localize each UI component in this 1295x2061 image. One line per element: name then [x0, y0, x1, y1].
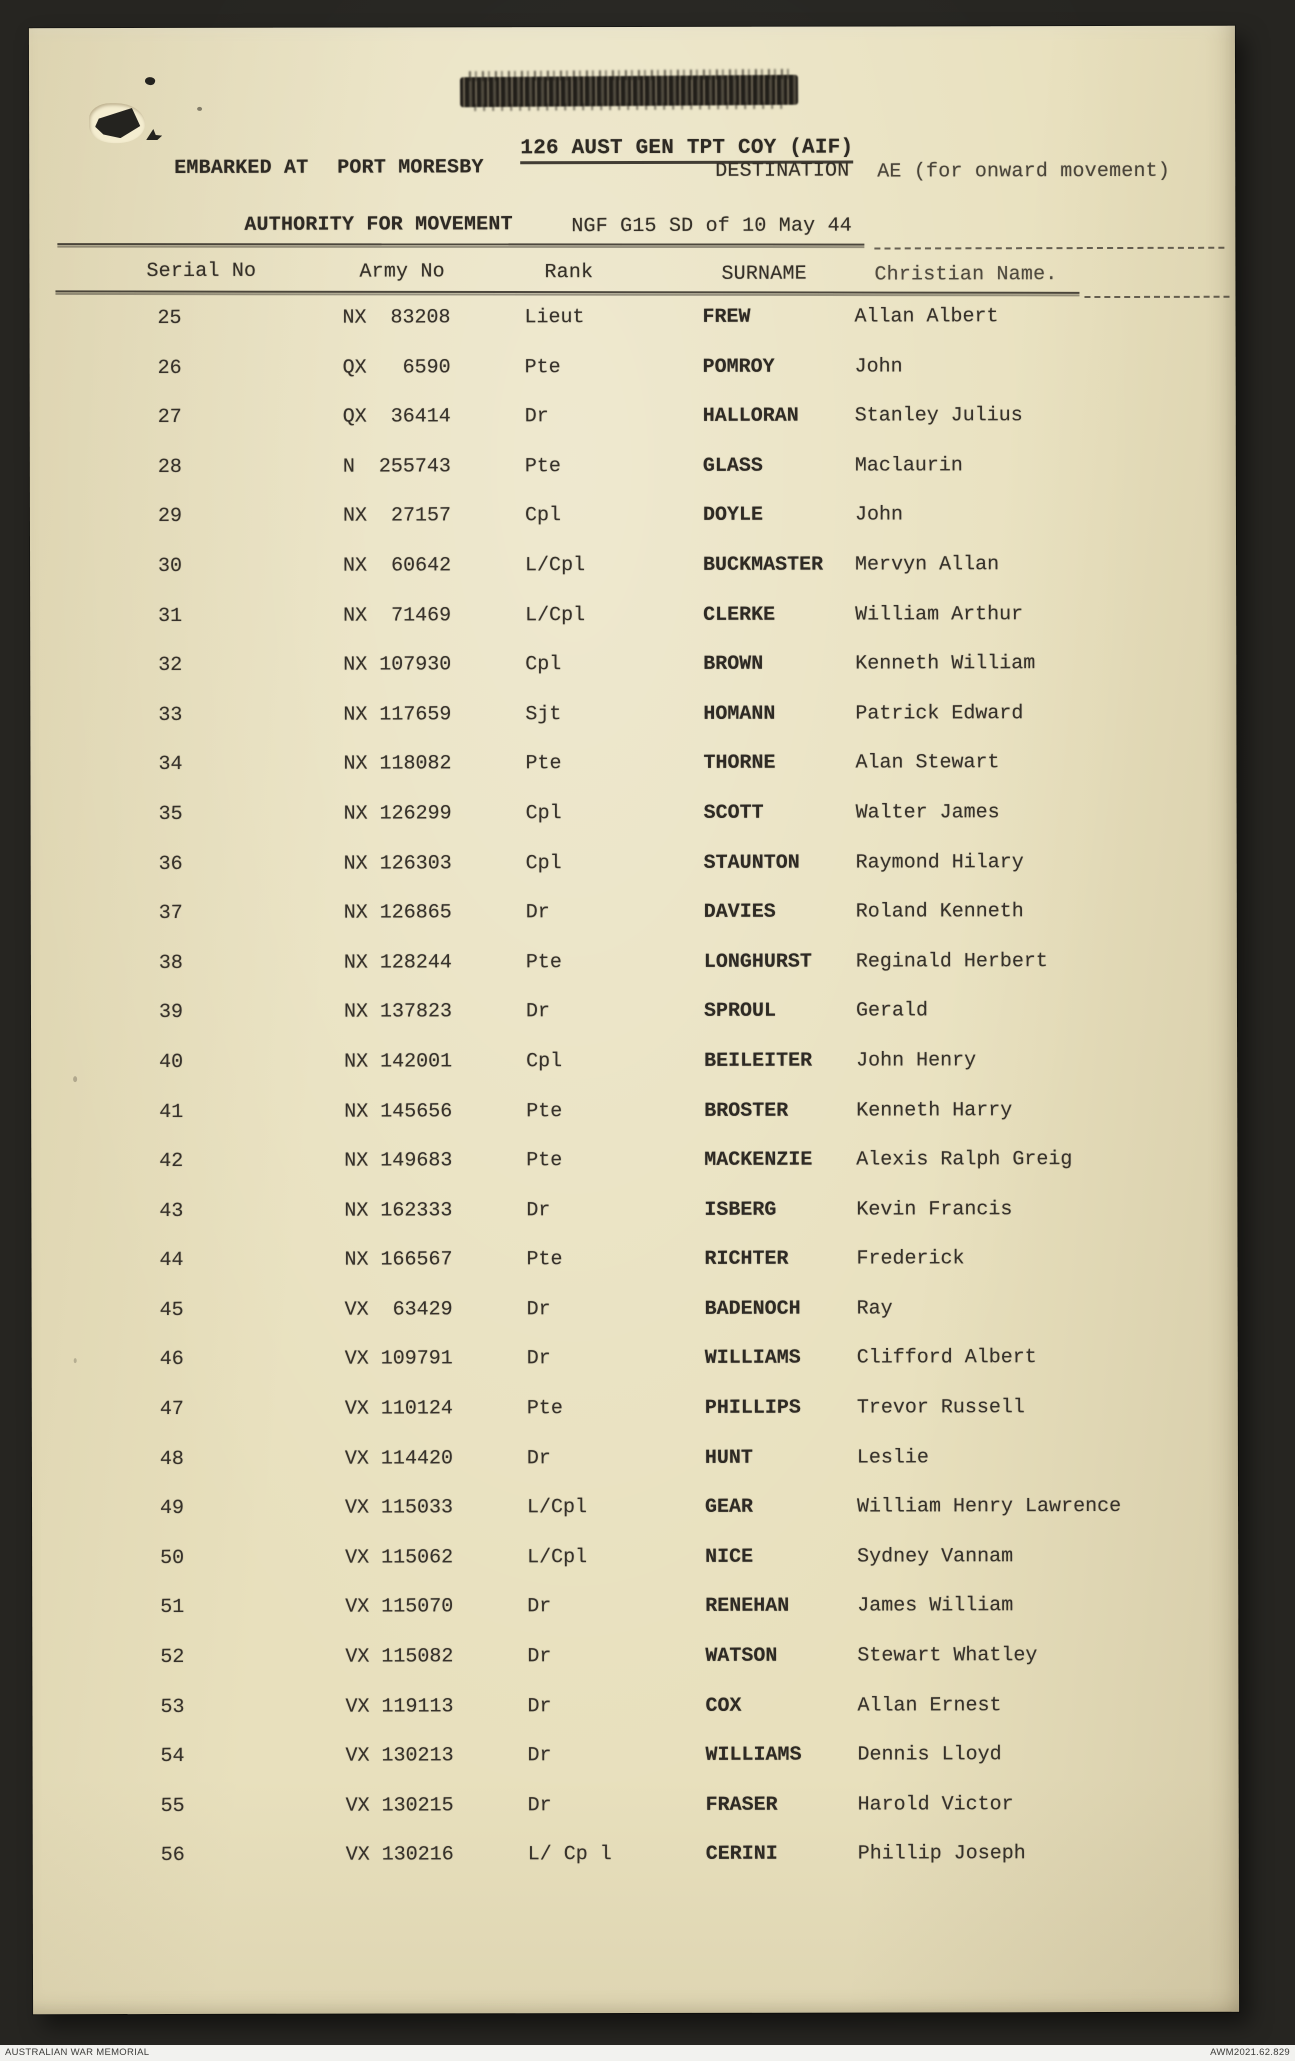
serial-no-cell: 42 — [159, 1150, 184, 1174]
rank-cell: Pte — [526, 1397, 563, 1421]
rank-cell: Pte — [525, 950, 562, 974]
table-row — [32, 1445, 1238, 1497]
surname-cell: BEILEITER — [704, 1049, 813, 1073]
army-no-cell: NX 149683 — [344, 1149, 453, 1173]
surname-cell: FRASER — [705, 1793, 778, 1817]
christian-name-cell: Kenneth William — [855, 652, 1036, 676]
army-no-cell: NX 83208 — [342, 306, 451, 330]
serial-no-cell: 32 — [158, 654, 183, 678]
serial-no-cell: 27 — [157, 406, 182, 430]
col-header-serial: Serial No — [146, 259, 257, 284]
christian-name-cell: Walter James — [855, 801, 1000, 825]
rank-cell: Dr — [527, 1694, 552, 1718]
army-no-cell: NX 126865 — [343, 901, 452, 925]
rank-cell: Dr — [527, 1744, 552, 1768]
destination-label: DESTINATION — [715, 159, 850, 183]
christian-name-cell: Sydney Vannam — [857, 1545, 1014, 1569]
army-no-cell: VX 115070 — [345, 1595, 454, 1620]
serial-no-cell: 28 — [157, 455, 182, 479]
surname-cell: BROSTER — [704, 1099, 789, 1123]
rank-cell: L/Cpl — [525, 554, 586, 578]
christian-name-cell: Raymond Hilary — [855, 850, 1024, 875]
authority-underline-dashes — [874, 247, 1224, 250]
army-no-cell: VX 115062 — [345, 1546, 454, 1570]
serial-no-cell: 38 — [158, 951, 183, 975]
surname-cell: ISBERG — [704, 1198, 777, 1222]
surname-cell: BUCKMASTER — [703, 553, 824, 577]
table-row — [30, 404, 1236, 456]
table-row — [32, 1346, 1238, 1398]
surname-cell: WATSON — [705, 1644, 778, 1668]
christian-name-cell: Allan Albert — [854, 305, 999, 329]
table-row — [32, 1693, 1238, 1745]
table-row — [32, 1396, 1238, 1448]
christian-name-cell: Kenneth Harry — [856, 1098, 1013, 1123]
rank-cell: Dr — [527, 1793, 552, 1818]
authority-underline — [57, 243, 864, 245]
surname-cell: HOMANN — [703, 702, 776, 726]
rank-cell: Dr — [526, 1347, 551, 1371]
serial-no-cell: 35 — [158, 802, 183, 826]
table-row — [32, 1594, 1238, 1646]
serial-no-cell: 41 — [159, 1100, 184, 1124]
table-row — [31, 1197, 1237, 1249]
christian-name-cell: Reginald Herbert — [855, 949, 1048, 974]
surname-cell: GEAR — [704, 1496, 754, 1520]
rank-cell: L/Cpl — [527, 1545, 588, 1570]
table-row — [30, 701, 1236, 753]
rank-cell: Pte — [526, 1149, 563, 1173]
army-no-cell: NX 71469 — [343, 603, 452, 628]
christian-name-cell: Patrick Edward — [855, 701, 1024, 726]
table-row — [31, 999, 1237, 1051]
surname-cell: STAUNTON — [703, 851, 800, 875]
surname-cell: GLASS — [702, 454, 763, 478]
surname-cell: NICE — [705, 1545, 754, 1569]
serial-no-cell: 46 — [159, 1348, 184, 1372]
rank-cell: Dr — [525, 901, 550, 925]
page-title: 126 AUST GEN TPT COY (AIF) — [469, 113, 814, 186]
col-header-christian: Christian Name. — [874, 263, 1058, 287]
archive-footer — [0, 2045, 1295, 2061]
serial-no-cell: 39 — [158, 1001, 184, 1025]
serial-no-cell: 52 — [160, 1645, 185, 1670]
table-row — [30, 305, 1236, 357]
surname-cell: RICHTER — [704, 1247, 789, 1272]
surname-cell: SCOTT — [703, 801, 764, 825]
rank-cell: Cpl — [525, 802, 562, 826]
surname-cell: THORNE — [703, 752, 776, 776]
rank-cell: Dr — [526, 1198, 551, 1222]
table-row — [31, 850, 1237, 902]
serial-no-cell: 34 — [158, 753, 183, 777]
authority-value: NGF G15 SD of 10 May 44 — [571, 214, 853, 239]
surname-cell: DAVIES — [703, 900, 776, 924]
table-row — [30, 751, 1236, 803]
army-no-cell: NX 27157 — [342, 504, 451, 528]
rank-cell: Lieut — [524, 306, 585, 330]
table-row — [30, 652, 1236, 704]
header-underline-dashes — [1084, 296, 1229, 298]
army-no-cell: NX 60642 — [343, 554, 452, 578]
paper-hole-small — [144, 76, 156, 87]
rank-cell: L/Cpl — [526, 1496, 588, 1520]
surname-cell: SPROUL — [703, 1000, 777, 1024]
christian-name-cell: Frederick — [856, 1247, 965, 1271]
serial-no-cell: 50 — [160, 1546, 185, 1570]
surname-cell: RENEHAN — [705, 1595, 790, 1619]
christian-name-cell: Maclaurin — [854, 454, 963, 478]
table-row — [30, 553, 1236, 605]
surname-cell: BADENOCH — [704, 1297, 801, 1321]
army-no-cell: VX 115082 — [345, 1645, 454, 1669]
serial-no-cell: 30 — [158, 554, 183, 578]
surname-cell: HUNT — [704, 1446, 753, 1470]
serial-no-cell: 40 — [159, 1050, 184, 1074]
christian-name-cell: Harold Victor — [857, 1793, 1014, 1817]
serial-no-cell: 43 — [159, 1199, 184, 1223]
army-no-cell: VX 110124 — [344, 1397, 453, 1421]
ink-speck — [197, 107, 202, 111]
army-no-cell: VX 119113 — [345, 1695, 454, 1719]
christian-name-cell: Kevin Francis — [856, 1197, 1013, 1222]
christian-name-cell: Leslie — [856, 1446, 929, 1470]
army-no-cell: VX 114420 — [344, 1447, 453, 1471]
surname-cell: POMROY — [702, 355, 775, 379]
rank-cell: Dr — [526, 1446, 551, 1470]
table-row — [31, 1148, 1237, 1200]
serial-no-cell: 33 — [158, 703, 183, 727]
army-no-cell: NX 166567 — [344, 1248, 453, 1272]
army-no-cell: VX 130213 — [345, 1744, 454, 1768]
table-row — [31, 1247, 1237, 1299]
army-no-cell: NX 128244 — [343, 951, 452, 975]
christian-name-cell: Trevor Russell — [856, 1396, 1025, 1420]
col-header-surname: SURNAME — [721, 262, 807, 286]
embarked-at-label: EMBARKED AT — [174, 156, 309, 180]
table-row — [31, 1098, 1237, 1150]
table-row — [32, 1297, 1238, 1349]
col-header-army: Army No — [359, 260, 445, 284]
col-header-rank: Rank — [544, 261, 594, 285]
army-no-cell: NX 126303 — [343, 851, 452, 876]
serial-no-cell: 37 — [158, 902, 183, 926]
army-no-cell: QX 6590 — [342, 355, 451, 380]
army-no-cell: NX 107930 — [343, 653, 452, 677]
table-row — [32, 1495, 1238, 1547]
army-no-cell: NX 117659 — [343, 703, 452, 727]
surname-cell: LONGHURST — [703, 950, 812, 974]
destination-value: AE (for onward movement) — [877, 159, 1171, 184]
serial-no-cell: 45 — [159, 1298, 184, 1322]
surname-cell: WILLIAMS — [704, 1347, 801, 1371]
serial-no-cell: 29 — [157, 505, 182, 529]
rank-cell: Pte — [524, 454, 561, 479]
christian-name-cell: John — [854, 355, 903, 379]
rank-cell: Pte — [525, 752, 562, 776]
surname-cell: FREW — [702, 305, 751, 329]
surname-cell: DOYLE — [702, 504, 763, 528]
serial-no-cell: 51 — [160, 1596, 185, 1620]
christian-name-cell: William Arthur — [855, 602, 1024, 627]
rank-cell: Pte — [526, 1248, 563, 1272]
serial-no-cell: 55 — [160, 1794, 185, 1818]
christian-name-cell: Alexis Ralph Greig — [856, 1148, 1073, 1172]
table-row — [31, 1049, 1237, 1101]
rank-cell: Sjt — [525, 702, 562, 726]
serial-no-cell: 25 — [157, 306, 182, 330]
table-row — [30, 503, 1236, 555]
archive-name: AUSTRALIAN WAR MEMORIAL — [5, 2047, 150, 2058]
christian-name-cell: Allan Ernest — [857, 1693, 1002, 1718]
surname-cell: WILLIAMS — [705, 1743, 802, 1768]
christian-name-cell: Mervyn Allan — [855, 553, 1000, 577]
surname-cell: PHILLIPS — [704, 1396, 801, 1420]
army-no-cell: VX 63429 — [344, 1298, 453, 1322]
table-row — [33, 1842, 1239, 1894]
army-no-cell: N 255743 — [342, 455, 451, 479]
christian-name-cell: Gerald — [855, 999, 929, 1023]
serial-no-cell: 26 — [157, 356, 182, 380]
paper-nick — [146, 129, 162, 140]
rank-cell: L/ Cp l — [527, 1843, 612, 1867]
table-row — [30, 354, 1236, 406]
table-row — [30, 602, 1236, 654]
serial-no-cell: 56 — [160, 1844, 185, 1868]
serial-no-cell: 36 — [158, 852, 183, 876]
christian-name-cell: John Henry — [856, 1049, 977, 1073]
rank-cell: Dr — [527, 1645, 552, 1669]
rank-cell: Pte — [524, 355, 561, 379]
christian-name-cell: William Henry Lawrence — [856, 1495, 1122, 1519]
christian-name-cell: John — [854, 503, 903, 527]
army-no-cell: NX 126299 — [343, 802, 452, 826]
surname-cell: COX — [705, 1694, 742, 1718]
surname-cell: CLERKE — [703, 603, 776, 627]
document-page — [29, 26, 1239, 2015]
serial-no-cell: 47 — [159, 1398, 184, 1422]
rank-cell: Cpl — [524, 504, 561, 528]
serial-no-cell: 54 — [160, 1745, 185, 1769]
serial-no-cell: 49 — [159, 1497, 185, 1521]
redaction-mark — [460, 75, 798, 107]
rank-cell: L/Cpl — [525, 603, 586, 627]
christian-name-cell: Clifford Albert — [856, 1346, 1037, 1371]
table-row — [31, 801, 1237, 853]
rank-cell: Cpl — [526, 1050, 563, 1074]
army-no-cell: VX 130216 — [345, 1843, 454, 1868]
surname-cell: BROWN — [703, 652, 764, 677]
serial-no-cell: 31 — [158, 604, 183, 628]
surname-cell: MACKENZIE — [704, 1148, 813, 1172]
christian-name-cell: Roland Kenneth — [855, 900, 1024, 924]
surname-cell: CERINI — [705, 1843, 778, 1867]
christian-name-cell: James William — [857, 1594, 1014, 1618]
christian-name-cell: Ray — [856, 1297, 893, 1321]
header-underline — [55, 290, 1079, 293]
army-no-cell: NX 137823 — [343, 1000, 453, 1024]
serial-no-cell: 44 — [159, 1249, 184, 1273]
army-no-cell: NX 142001 — [344, 1050, 453, 1074]
table-row — [32, 1644, 1238, 1696]
table-row — [30, 454, 1236, 506]
christian-name-cell: Stewart Whatley — [857, 1644, 1038, 1668]
christian-name-cell: Phillip Joseph — [857, 1842, 1026, 1866]
army-no-cell: NX 162333 — [344, 1199, 453, 1223]
rank-cell: Pte — [526, 1099, 563, 1123]
rank-cell: Dr — [525, 1000, 551, 1024]
surname-cell: HALLORAN — [702, 404, 799, 429]
christian-name-cell: Alan Stewart — [855, 751, 1000, 775]
table-row — [31, 949, 1237, 1001]
embarked-at-value: PORT MORESBY — [337, 156, 484, 180]
table-row — [33, 1743, 1239, 1795]
rank-cell: Dr — [526, 1298, 551, 1322]
rank-cell: Cpl — [525, 653, 562, 677]
serial-no-cell: 48 — [159, 1447, 184, 1471]
army-no-cell: VX 115033 — [344, 1496, 454, 1520]
table-row — [31, 900, 1237, 952]
table-row — [32, 1545, 1238, 1597]
army-no-cell: VX 109791 — [344, 1347, 453, 1372]
table-row — [33, 1793, 1239, 1845]
christian-name-cell: Dennis Lloyd — [857, 1743, 1002, 1767]
christian-name-cell: Stanley Julius — [854, 404, 1023, 428]
rank-cell: Dr — [524, 405, 549, 429]
army-no-cell: QX 36414 — [342, 405, 451, 429]
archive-accession-number: AWM2021.62.829 — [1210, 2047, 1290, 2058]
nominal-roll-table — [30, 305, 1239, 1895]
authority-label: AUTHORITY FOR MOVEMENT — [244, 213, 513, 237]
rank-cell: Cpl — [525, 851, 562, 875]
army-no-cell: VX 130215 — [345, 1794, 454, 1818]
serial-no-cell: 53 — [160, 1695, 185, 1719]
army-no-cell: NX 118082 — [343, 752, 452, 776]
rank-cell: Dr — [527, 1595, 552, 1619]
army-no-cell: NX 145656 — [344, 1099, 453, 1124]
